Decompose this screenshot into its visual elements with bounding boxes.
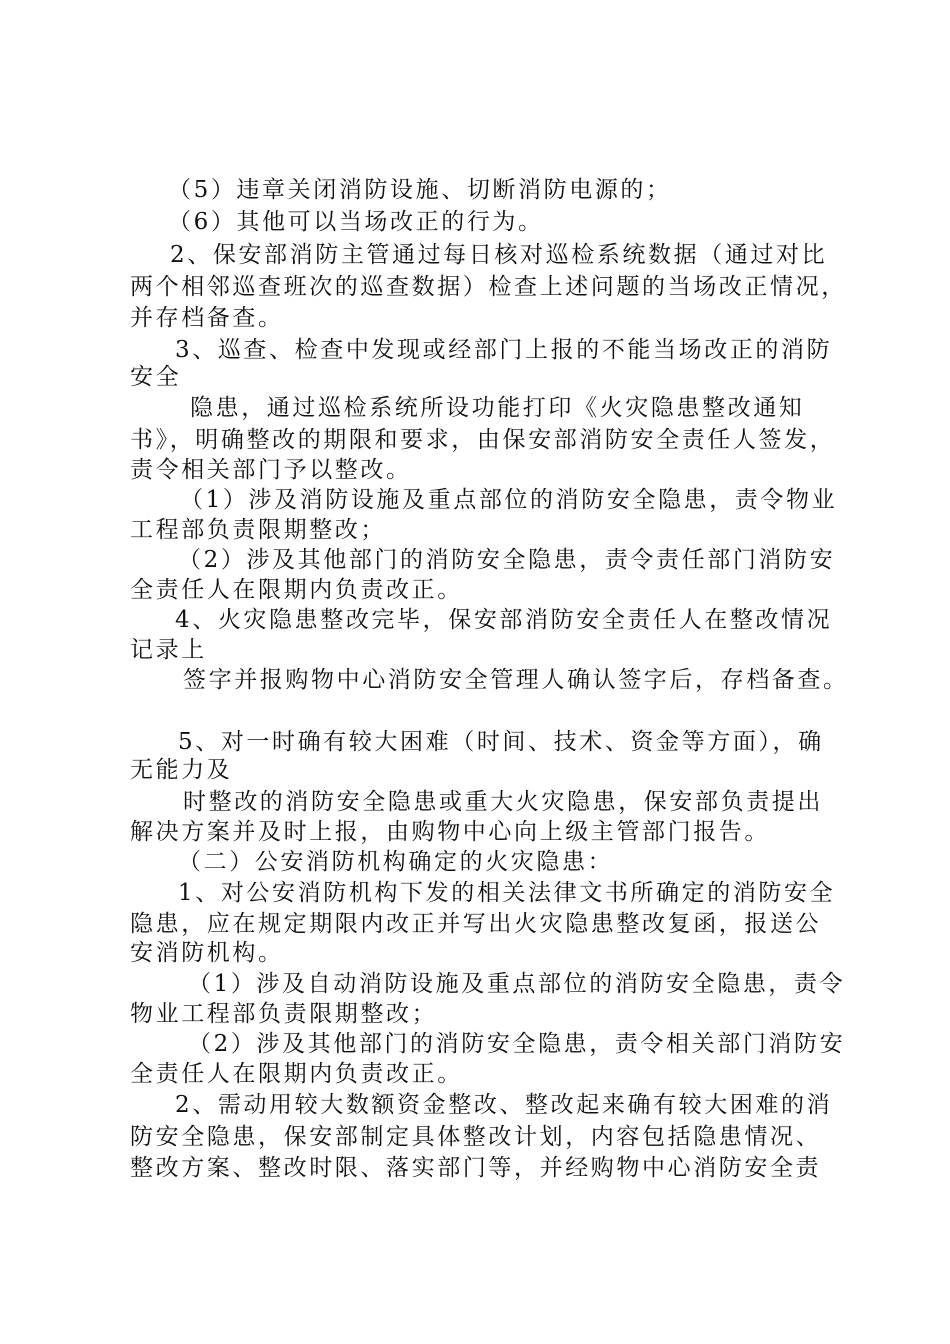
section-2-point-1-line-2: 隐患，应在规定期限内改正并写出火灾隐患整改复函，报送公 — [130, 911, 822, 937]
point-5-line-2: 无能力及 — [130, 757, 233, 783]
point-4-line-2: 记录上 — [130, 637, 207, 663]
point-5-line-1: 5、对一时确有较大困难（时间、技术、资金等方面），确 — [178, 729, 824, 755]
sub-2-line-1: （2）涉及其他部门的消防安全隐患，责令责任部门消防安 — [178, 547, 836, 573]
section-2-point-2-line-3: 整改方案、整改时限、落实部门等，并经购物中心消防安全责 — [130, 1155, 822, 1181]
section-2-point-1-line-1: 1、对公安消防机构下发的相关法律文书所确定的消防安全 — [178, 880, 836, 906]
section-2-sub-2-line-1: （2）涉及其他部门的消防安全隐患，责令相关部门消防安 — [188, 1031, 846, 1057]
point-4-continuation-line-1: 签字并报购物中心消防安全管理人确认签字后，存档备查。 — [183, 667, 849, 693]
section-2-heading: （二）公安消防机构确定的火灾隐患： — [178, 849, 614, 875]
point-3-continuation-line-2: 书》，明确整改的期限和要求，由保安部消防安全责任人签发， — [130, 427, 836, 453]
point-5-continuation-line-2: 解决方案并及时上报，由购物中心向上级主管部门报告。 — [130, 819, 770, 845]
sub-1-line-2: 工程部负责限期整改； — [130, 517, 386, 543]
point-3-line-2: 安全 — [130, 364, 182, 390]
point-3-continuation-line-1: 隐患，通过巡检系统所设功能打印《火灾隐患整改通知 — [190, 395, 805, 421]
point-5-continuation-line-1: 时整改的消防安全隐患或重大火灾隐患，保安部负责提出 — [183, 789, 823, 815]
point-3-continuation-line-3: 责令相关部门予以整改。 — [130, 457, 412, 483]
sub-1-line-1: （1）涉及消防设施及重点部位的消防安全隐患，责令物业 — [180, 487, 838, 513]
point-3-line-1: 3、巡查、检查中发现或经部门上报的不能当场改正的消防 — [175, 337, 833, 363]
section-2-point-1-line-3: 安消防机构。 — [130, 940, 284, 966]
section-2-sub-1-line-2: 物业工程部负责限期整改； — [130, 1001, 438, 1027]
point-2-line-3: 并存档备查。 — [130, 305, 284, 331]
sub-2-line-2: 全责任人在限期内负责改正。 — [130, 577, 463, 603]
section-2-sub-2-line-2: 全责任人在限期内负责改正。 — [130, 1061, 463, 1087]
item-5-line: （5）违章关闭消防设施、切断消防电源的； — [168, 177, 672, 203]
point-2-line-1: 2、保安部消防主管通过每日核对巡检系统数据（通过对比 — [170, 242, 828, 268]
section-2-sub-1-line-1: （1）涉及自动消防设施及重点部位的消防安全隐患，责令 — [188, 971, 846, 997]
section-2-point-2-line-1: 2、需动用较大数额资金整改、整改起来确有较大困难的消 — [175, 1092, 833, 1118]
point-2-line-2: 两个相邻巡查班次的巡查数据）检查上述问题的当场改正情况， — [130, 274, 847, 300]
section-2-point-2-line-2: 防安全隐患，保安部制定具体整改计划，内容包括隐患情况、 — [130, 1124, 822, 1150]
point-4-line-1: 4、火灾隐患整改完毕，保安部消防安全责任人在整改情况 — [175, 607, 833, 633]
item-6-line: （6）其他可以当场改正的行为。 — [168, 209, 544, 235]
